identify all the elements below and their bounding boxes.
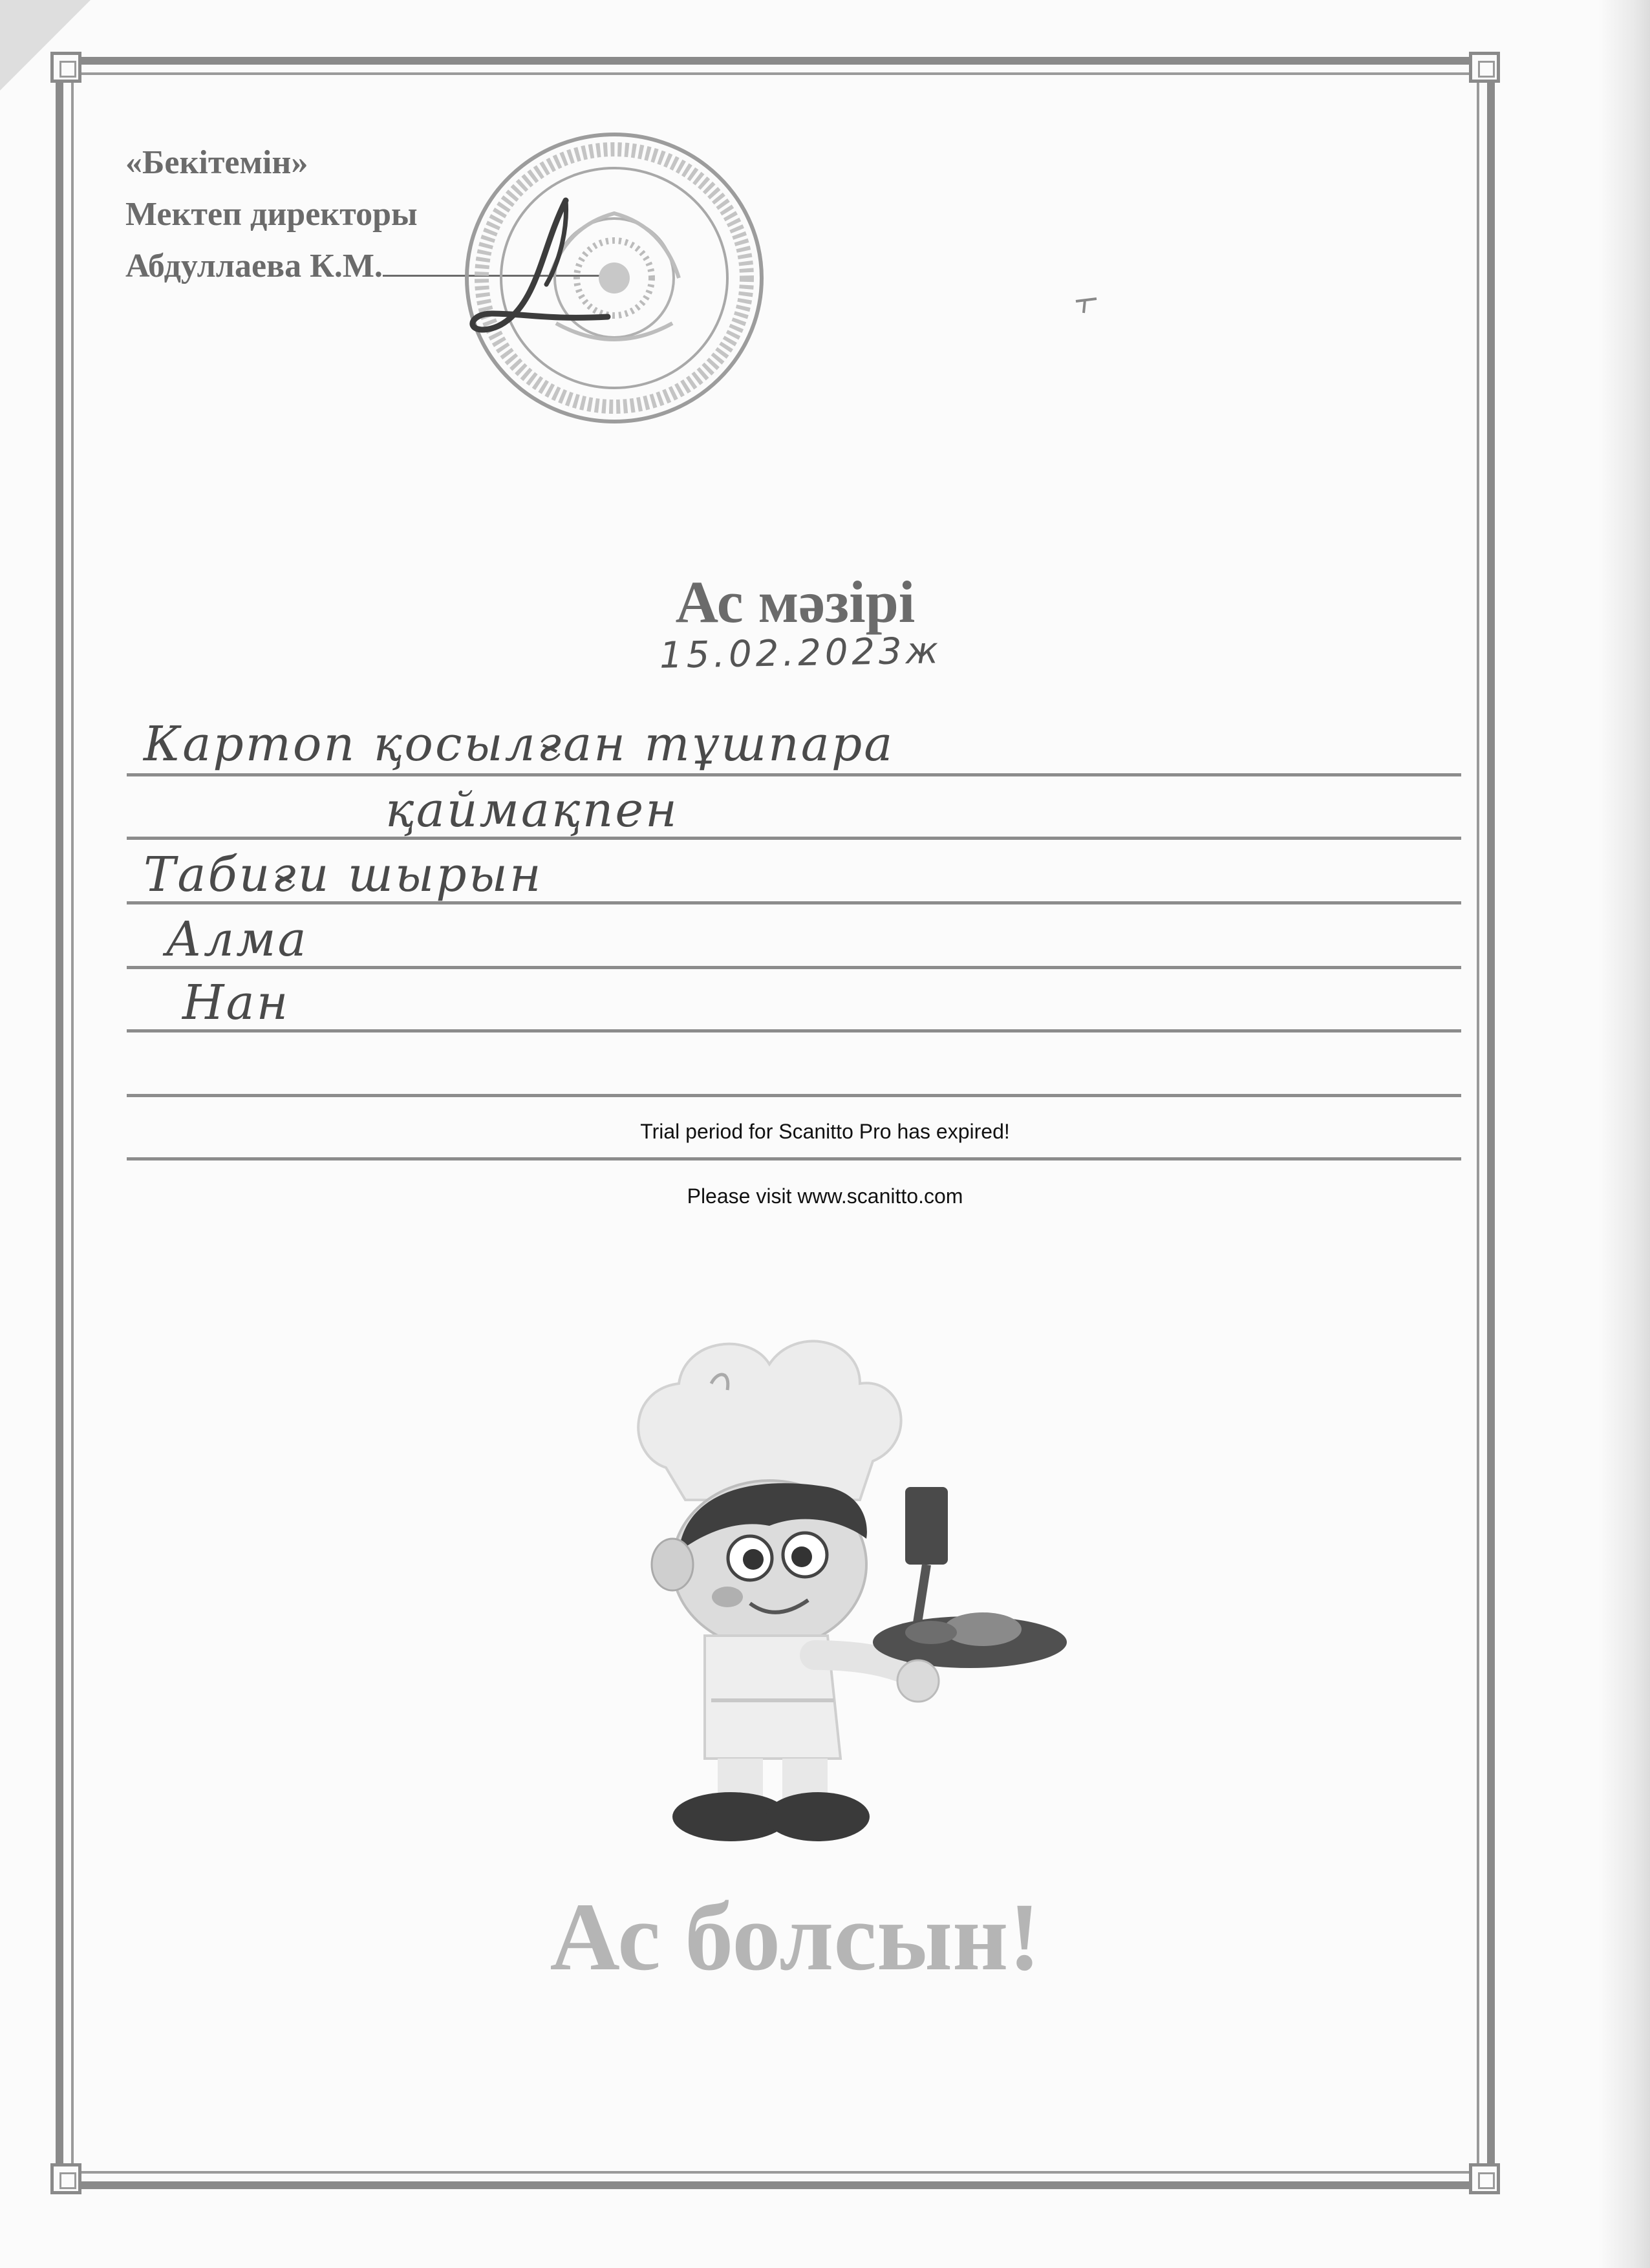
ruled-line: [127, 1029, 1461, 1032]
border-corner-top-right: [1469, 52, 1500, 83]
watermark-website-notice: Please visit www.scanitto.com: [687, 1184, 963, 1208]
border-corner-top-left: [50, 52, 81, 83]
border-corner-bottom-right: [1469, 2163, 1500, 2194]
approval-position: Мектеп директоры: [125, 196, 418, 233]
menu-item: Картоп қосылған тұшпара: [144, 716, 895, 772]
ruled-line: [127, 1094, 1461, 1097]
menu-item: Нан: [182, 975, 290, 1031]
ruled-line: [127, 837, 1461, 840]
chef-boy-illustration: [556, 1293, 1112, 1849]
ruled-line: [127, 773, 1461, 776]
ruled-line: [127, 966, 1461, 969]
menu-title: Ас мәзірі: [675, 569, 916, 635]
bon-appetit-footer: Ас болсын!: [550, 1883, 1041, 1991]
menu-item: қаймақпен: [385, 782, 679, 838]
approval-heading: «Бекітемін»: [125, 144, 308, 181]
menu-date: 15.02.2023ж: [659, 630, 943, 677]
watermark-trial-notice: Trial period for Scanitto Pro has expired!: [640, 1120, 1010, 1143]
ruled-line: [127, 1157, 1461, 1161]
menu-item: Табиғи шырын: [144, 847, 543, 903]
border-corner-bottom-left: [50, 2163, 81, 2194]
approval-name: Абдуллаева К.М.: [125, 248, 383, 284]
menu-item: Алма: [166, 912, 308, 967]
